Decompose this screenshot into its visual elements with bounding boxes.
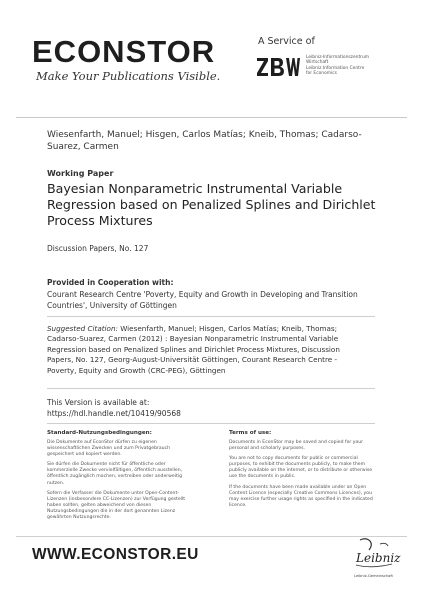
terms-paragraph: You are not to copy documents for public or commercial purposes, to exhibit the documents publicly, to make them publicly available on the internet, or to distribute or otherwise use the documents in public. bbox=[229, 456, 373, 480]
cooperation-text: Courant Research Centre 'Poverty, Equity and Growth in Developing and Transition Countries', University of Göttingen bbox=[47, 290, 358, 310]
divider bbox=[47, 316, 375, 317]
zbw-line: Wirtschaft bbox=[306, 60, 329, 66]
terms-en-title: Terms of use: bbox=[229, 430, 272, 436]
zbw-logo-icon bbox=[256, 56, 300, 78]
divider bbox=[47, 423, 375, 424]
zbw-description bbox=[306, 55, 416, 76]
terms-paragraph: Die Dokumente auf EconStor dürfen zu eigenen wissenschaftlichen Zwecken und zum Privatgebrauch gespeichert und kopiert werden. bbox=[47, 440, 171, 458]
leibniz-logo-icon bbox=[352, 536, 401, 582]
paper-title: Bayesian Nonparametric Instrumental Variable Regression based on Penalized Splines and Dirichlet Process Mixtures bbox=[47, 181, 376, 228]
version-info bbox=[47, 398, 247, 419]
terms-en-text bbox=[229, 440, 379, 513]
series-info: Discussion Papers, No. 127 bbox=[47, 244, 149, 253]
terms-paragraph: Sie dürfen die Dokumente nicht für öffentliche oder kommerzielle Zwecke vervielfältigen, öffentlich ausstellen, öffentlich zugänglich machen, vertreiben oder anderweitig nutzen. bbox=[47, 462, 183, 486]
header-divider bbox=[16, 117, 407, 118]
terms-de-text bbox=[47, 440, 197, 525]
leibniz-subtitle: Leibniz-Gemeinschaft bbox=[354, 574, 393, 578]
zbw-line: for Economics bbox=[306, 70, 337, 76]
version-label: This Version is available at: bbox=[47, 398, 150, 407]
terms-de-title: Standard-Nutzungsbedingungen: bbox=[47, 430, 152, 436]
econstor-tagline: Make Your Publications Visible. bbox=[36, 69, 221, 83]
footer-divider bbox=[16, 536, 407, 537]
econstor-url-link[interactable]: WWW.ECONSTOR.EU bbox=[32, 546, 199, 563]
terms-paragraph: Sofern die Verfasser die Dokumente unter Open-Content-Lizenzen (insbesondere CC-Lizenzen) zur Verfügung gestellt haben sollten, gelten abweichend von diesen Nutzungsbedingungen die in der dort genannten Lizenz gewährten Nutzungsrechte. bbox=[47, 490, 186, 521]
service-label: A Service of bbox=[258, 36, 315, 47]
zbw-line: Leibniz-Informationszentrum bbox=[306, 55, 370, 60]
document-type: Working Paper bbox=[47, 169, 114, 178]
suggested-citation bbox=[47, 324, 365, 376]
leibniz-signature: Leibniz bbox=[356, 551, 401, 565]
zbw-line: Leibniz Information Centre bbox=[306, 65, 365, 71]
handle-link[interactable]: https://hdl.handle.net/10419/90568 bbox=[47, 408, 181, 418]
divider bbox=[47, 388, 375, 389]
terms-paragraph: If the documents have been made available under an Open Content Licence (especially Creative Commons Licences), you may exercise further usage rights as specified in the indicated licence. bbox=[229, 484, 373, 508]
citation-text: Wiesenfarth, Manuel; Hisgen, Carlos Matías; Kneib, Thomas; Cadarso-Suarez, Carmen (2012) : Bayesian Nonparametric Instrumental Variable Regression based on Penalized Splines and Dirichlet Process Mixtures, Discussion Papers, No. 127, Georg-August-Universität Göttingen, Courant Research Centre - Poverty, Equity and Growth (CRC-PEG), Göttingen bbox=[47, 324, 340, 375]
citation-label: Suggested Citation: bbox=[47, 324, 118, 333]
authors: Wiesenfarth, Manuel; Hisgen, Carlos Matías; Kneib, Thomas; Cadarso-Suarez, Carmen bbox=[47, 130, 362, 152]
terms-paragraph: Documents in EconStor may be saved and copied for your personal and scholarly purposes. bbox=[229, 440, 364, 452]
cooperation-label: Provided in Cooperation with: bbox=[47, 278, 174, 287]
econstor-logo: ECONSTOR bbox=[32, 34, 216, 69]
